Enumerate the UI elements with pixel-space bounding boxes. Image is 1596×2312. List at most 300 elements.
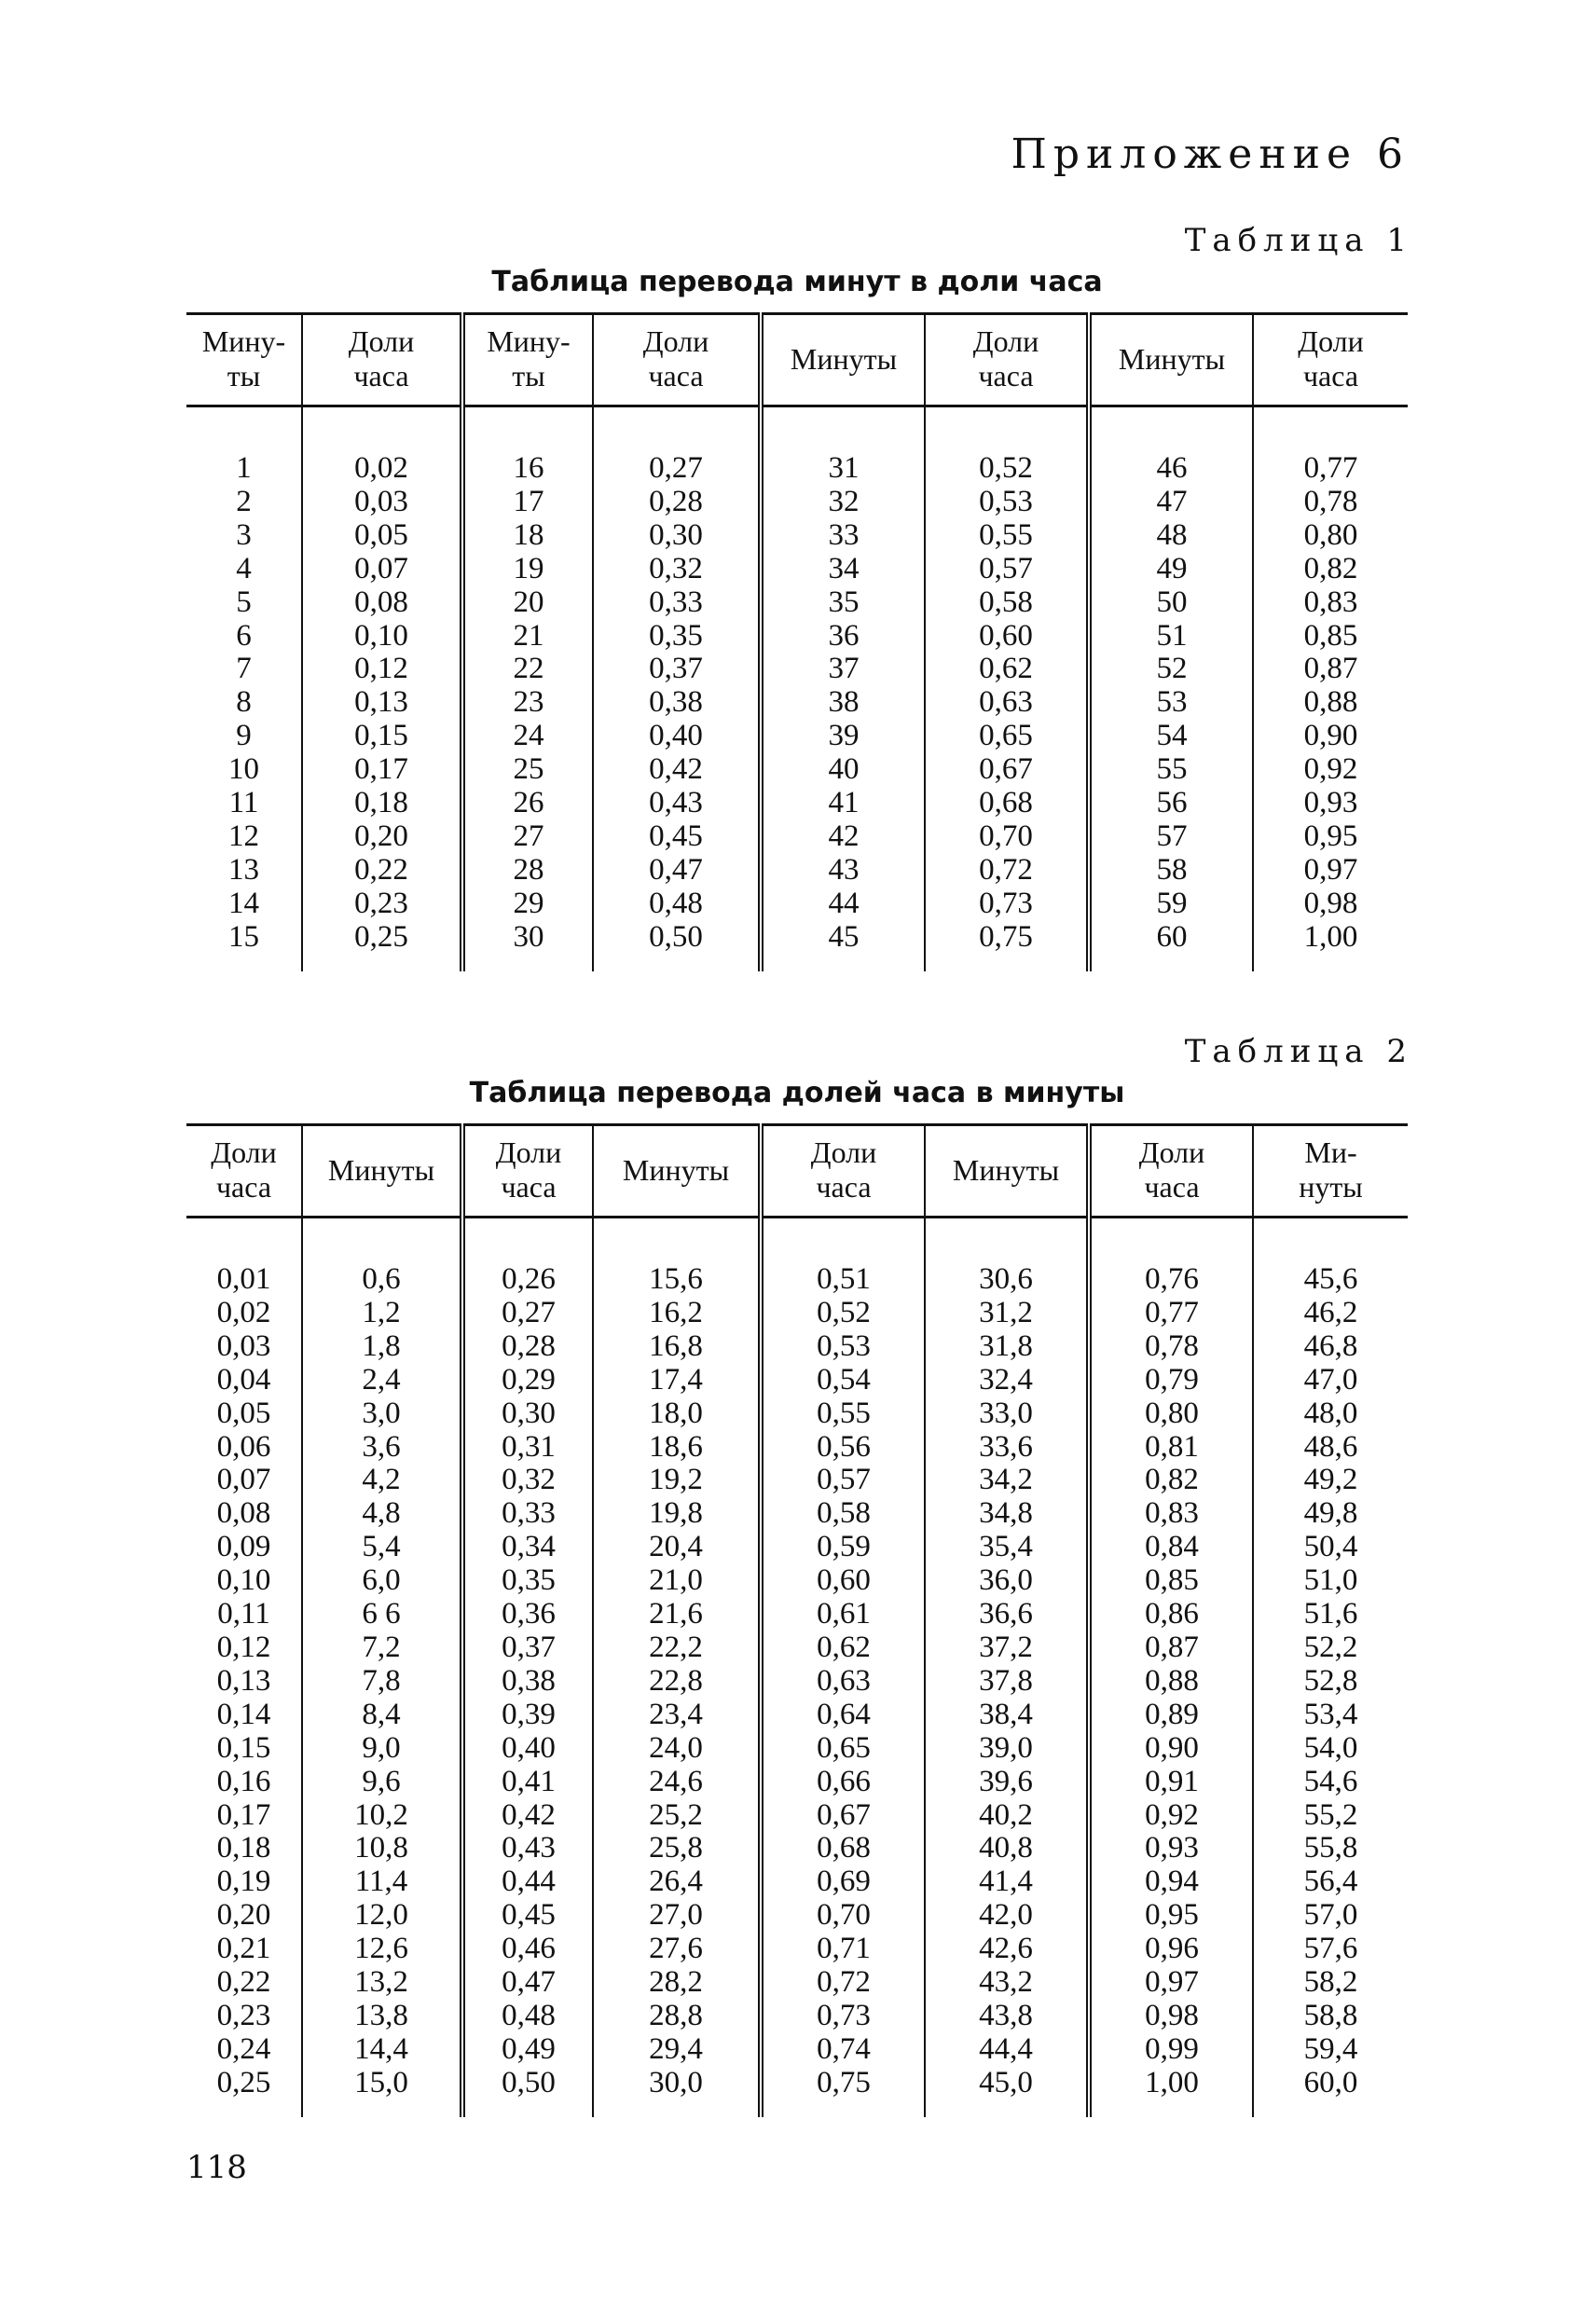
table-cell: 41,4 bbox=[925, 1865, 1089, 1899]
table-row bbox=[186, 1564, 1408, 1598]
table-cell: 0,12 bbox=[186, 1631, 302, 1665]
column-header bbox=[462, 1125, 593, 1218]
table-cell: 0,65 bbox=[925, 720, 1089, 753]
table-cell: 0,57 bbox=[925, 553, 1089, 586]
table-cell: 0,74 bbox=[761, 2033, 925, 2067]
table-cell: 0,97 bbox=[1303, 852, 1358, 887]
table-cell: 0,56 bbox=[761, 1431, 925, 1465]
appendix-title: Приложение 6 bbox=[1011, 131, 1410, 178]
table-cell: 0,23 bbox=[302, 888, 462, 921]
table-cell: 22,2 bbox=[593, 1631, 761, 1665]
spacer-cell bbox=[462, 1218, 593, 1264]
table-cell: 24 bbox=[462, 720, 593, 753]
table-row bbox=[186, 1397, 1408, 1431]
table-cell: 0,27 bbox=[462, 1297, 593, 1330]
table-cell: 0,22 bbox=[186, 1966, 302, 2000]
table-row bbox=[186, 787, 1408, 820]
table-cell: 47 bbox=[1089, 486, 1253, 519]
table-cell: 35 bbox=[761, 586, 925, 620]
spacer-cell bbox=[1089, 1218, 1253, 1264]
table-cell: 0,53 bbox=[761, 1330, 925, 1364]
table-cell: 54,0 bbox=[1303, 1730, 1358, 1765]
column-header-text: Доли bbox=[495, 1135, 562, 1169]
table-cell: 0,73 bbox=[761, 2000, 925, 2033]
spacer-cell bbox=[593, 955, 761, 971]
table-cell: 7,8 bbox=[302, 1665, 462, 1699]
table-cell: 0,60 bbox=[761, 1564, 925, 1598]
table-cell: 0,93 bbox=[1303, 786, 1358, 820]
table-cell: 0,44 bbox=[462, 1865, 593, 1899]
table-cell: 0,13 bbox=[302, 686, 462, 720]
table-cell: 42,6 bbox=[925, 1933, 1089, 1966]
table-cell: 0,77 bbox=[1303, 451, 1358, 485]
table-cell: 57,6 bbox=[1303, 1932, 1358, 1966]
table-cell: 0,58 bbox=[925, 586, 1089, 620]
table-cell: 18,6 bbox=[593, 1431, 761, 1465]
table-cell: 0,63 bbox=[925, 686, 1089, 720]
table-cell: 0,37 bbox=[462, 1631, 593, 1665]
table-row bbox=[186, 1631, 1408, 1665]
table-cell: 0,18 bbox=[186, 1832, 302, 1865]
table-cell: 55 bbox=[1089, 753, 1253, 787]
table-cell: 0,69 bbox=[761, 1865, 925, 1899]
spacer-cell bbox=[1253, 2100, 1408, 2117]
table-row bbox=[186, 1799, 1408, 1833]
table-cell: 5,4 bbox=[302, 1531, 462, 1564]
table-cell: 30,6 bbox=[925, 1263, 1089, 1297]
table-cell: 37 bbox=[761, 653, 925, 686]
table-cell: 34,8 bbox=[925, 1497, 1089, 1531]
table-cell: 33,0 bbox=[925, 1397, 1089, 1431]
table-cell: 0,05 bbox=[302, 519, 462, 553]
table-cell: 0,22 bbox=[302, 854, 462, 888]
minutes-to-hours-table bbox=[186, 312, 1408, 971]
spacer-cell bbox=[302, 1218, 462, 1264]
table-cell: 0,79 bbox=[1089, 1364, 1253, 1397]
table-cell: 0,35 bbox=[462, 1564, 593, 1598]
table-cell: 0,91 bbox=[1089, 1766, 1253, 1799]
table-cell: 0,83 bbox=[1303, 585, 1358, 619]
column-header bbox=[462, 314, 593, 406]
table-cell: 38,4 bbox=[925, 1699, 1089, 1732]
table-cell: 60,0 bbox=[1303, 2065, 1358, 2099]
table-cell: 8 bbox=[186, 686, 302, 720]
table-cell: 33 bbox=[761, 519, 925, 553]
spacer-cell bbox=[186, 955, 302, 971]
column-header-text: Доли bbox=[972, 324, 1039, 358]
table-cell: 0,95 bbox=[1303, 819, 1358, 853]
table-cell: 0,10 bbox=[186, 1564, 302, 1598]
table-cell: 13,8 bbox=[302, 2000, 462, 2033]
column-header-text: Доли bbox=[211, 1135, 277, 1169]
table-row bbox=[186, 1531, 1408, 1564]
table-row bbox=[186, 1330, 1408, 1364]
table-cell: 2,4 bbox=[302, 1364, 462, 1397]
table-row bbox=[186, 1933, 1408, 1966]
table-cell: 59,4 bbox=[1303, 2031, 1358, 2066]
table-cell: 45,0 bbox=[925, 2067, 1089, 2100]
spacer-cell bbox=[1089, 2100, 1253, 2117]
table-cell: 0,87 bbox=[1303, 652, 1358, 686]
spacer-cell bbox=[302, 2100, 462, 2117]
table-cell: 0,21 bbox=[186, 1933, 302, 1966]
table-cell: 0,53 bbox=[925, 486, 1089, 519]
table-cell: 0,83 bbox=[1089, 1497, 1253, 1531]
table-cell: 18,0 bbox=[593, 1397, 761, 1431]
table-cell: 0,78 bbox=[1089, 1330, 1253, 1364]
table-cell: 11 bbox=[186, 787, 302, 820]
table-cell: 0,64 bbox=[761, 1699, 925, 1732]
table-cell: 0,30 bbox=[593, 519, 761, 553]
table-cell: 0,42 bbox=[593, 753, 761, 787]
spacer-cell bbox=[761, 2100, 925, 2117]
table-cell: 17,4 bbox=[593, 1364, 761, 1397]
table-cell: 58,2 bbox=[1303, 1965, 1358, 2000]
spacer-cell bbox=[1253, 406, 1408, 453]
table-cell: 0,33 bbox=[462, 1497, 593, 1531]
table-cell: 0,50 bbox=[462, 2067, 593, 2100]
table-cell: 24,6 bbox=[593, 1766, 761, 1799]
table-cell: 26 bbox=[462, 787, 593, 820]
table-cell: 0,72 bbox=[761, 1966, 925, 2000]
table-cell: 0,52 bbox=[925, 452, 1089, 486]
table-cell: 39,0 bbox=[925, 1732, 1089, 1766]
table-cell: 15,6 bbox=[593, 1263, 761, 1297]
column-header-text: ты bbox=[227, 359, 261, 392]
table-cell: 45 bbox=[761, 921, 925, 955]
table-cell: 15,0 bbox=[302, 2067, 462, 2100]
table-cell: 0,38 bbox=[462, 1665, 593, 1699]
table-row bbox=[186, 854, 1408, 888]
table-cell: 25,2 bbox=[593, 1799, 761, 1833]
spacer-cell bbox=[593, 1218, 761, 1264]
table-cell: 40,2 bbox=[925, 1799, 1089, 1833]
table-cell: 54,6 bbox=[1303, 1764, 1358, 1798]
table-spacer-row bbox=[186, 406, 1408, 453]
table-cell: 25 bbox=[462, 753, 593, 787]
table-cell: 0,98 bbox=[1303, 886, 1358, 920]
table-cell: 0,45 bbox=[593, 820, 761, 854]
table-row bbox=[186, 519, 1408, 553]
table-cell: 7,2 bbox=[302, 1631, 462, 1665]
table-cell: 27 bbox=[462, 820, 593, 854]
table-cell: 20,4 bbox=[593, 1531, 761, 1564]
table-cell: 0,78 bbox=[1303, 484, 1358, 518]
spacer-cell bbox=[1089, 406, 1253, 453]
table-cell: 0,34 bbox=[462, 1531, 593, 1564]
table-cell: 0,02 bbox=[186, 1297, 302, 1330]
table-cell: 53 bbox=[1089, 686, 1253, 720]
table-cell: 0,86 bbox=[1089, 1598, 1253, 1631]
table-cell: 0,32 bbox=[593, 553, 761, 586]
table-cell: 0,92 bbox=[1303, 752, 1358, 787]
table-cell: 0,17 bbox=[186, 1799, 302, 1833]
table-header-row bbox=[186, 1125, 1408, 1218]
column-header bbox=[761, 1125, 925, 1218]
table-cell: 3,0 bbox=[302, 1397, 462, 1431]
table-cell: 31 bbox=[761, 452, 925, 486]
table1-title: Таблица перевода минут в доли часа bbox=[491, 266, 1103, 298]
column-header bbox=[925, 314, 1089, 406]
column-header-text: Мину- bbox=[201, 324, 286, 358]
column-header-text: часа bbox=[501, 1170, 557, 1204]
table-cell: 19,8 bbox=[593, 1497, 761, 1531]
table-cell: 54 bbox=[1089, 720, 1253, 753]
table-cell: 48 bbox=[1089, 519, 1253, 553]
table-cell: 0,72 bbox=[925, 854, 1089, 888]
table-cell: 2 bbox=[186, 486, 302, 519]
table-cell: 0,29 bbox=[462, 1364, 593, 1397]
table-cell: 25,8 bbox=[593, 1832, 761, 1865]
table-cell: 53,4 bbox=[1303, 1697, 1358, 1731]
spacer-cell bbox=[925, 955, 1089, 971]
table-row bbox=[186, 1665, 1408, 1699]
table-cell: 39,6 bbox=[925, 1766, 1089, 1799]
table-cell: 12,0 bbox=[302, 1899, 462, 1933]
table-cell: 51 bbox=[1089, 620, 1253, 654]
table-row bbox=[186, 1832, 1408, 1865]
table-cell: 0,36 bbox=[462, 1598, 593, 1631]
table-cell: 28 bbox=[462, 854, 593, 888]
table-cell: 0,02 bbox=[302, 452, 462, 486]
table-cell: 0,75 bbox=[925, 921, 1089, 955]
table-cell: 0,30 bbox=[462, 1397, 593, 1431]
table-cell: 50 bbox=[1089, 586, 1253, 620]
column-header bbox=[1089, 1125, 1253, 1218]
table-cell: 42,0 bbox=[925, 1899, 1089, 1933]
page-number: 118 bbox=[186, 2149, 247, 2186]
spacer-cell bbox=[462, 955, 593, 971]
table-cell: 1 bbox=[186, 452, 302, 486]
column-header-text: часа bbox=[1302, 359, 1359, 392]
table-cell: 23 bbox=[462, 686, 593, 720]
table-cell: 0,40 bbox=[462, 1732, 593, 1766]
table-cell: 4,8 bbox=[302, 1497, 462, 1531]
spacer-cell bbox=[925, 2100, 1089, 2117]
table-cell: 0,46 bbox=[462, 1933, 593, 1966]
table-cell: 55,8 bbox=[1303, 1831, 1358, 1865]
table-cell: 51,0 bbox=[1303, 1563, 1358, 1598]
column-header-text: часа bbox=[978, 359, 1034, 392]
table-cell: 52,2 bbox=[1303, 1630, 1358, 1664]
table-cell: 0,88 bbox=[1303, 685, 1358, 720]
table-cell: 0,06 bbox=[186, 1431, 302, 1465]
table-cell: 0,96 bbox=[1089, 1933, 1253, 1966]
table-cell: 0,08 bbox=[302, 586, 462, 620]
table-row bbox=[186, 1966, 1408, 2000]
column-header bbox=[302, 1125, 462, 1218]
table-row bbox=[186, 753, 1408, 787]
table-cell: 0,50 bbox=[593, 921, 761, 955]
column-header-text: Минуты bbox=[622, 1152, 730, 1187]
table-cell: 0,67 bbox=[761, 1799, 925, 1833]
table-cell: 48,0 bbox=[1303, 1396, 1358, 1430]
hours-to-minutes-table bbox=[186, 1123, 1408, 2117]
table-cell: 6,0 bbox=[302, 1564, 462, 1598]
table-cell: 30 bbox=[462, 921, 593, 955]
table-cell: 41 bbox=[761, 787, 925, 820]
table-cell: 0,82 bbox=[1303, 551, 1358, 585]
table-cell: 4,2 bbox=[302, 1464, 462, 1497]
table-row bbox=[186, 1263, 1408, 1297]
table-cell: 29,4 bbox=[593, 2033, 761, 2067]
table-header-row bbox=[186, 314, 1408, 406]
table-cell: 32,4 bbox=[925, 1364, 1089, 1397]
table-row bbox=[186, 1297, 1408, 1330]
spacer-cell bbox=[593, 406, 761, 453]
table-cell: 0,08 bbox=[186, 1497, 302, 1531]
table-cell: 0,25 bbox=[302, 921, 462, 955]
table-cell: 33,6 bbox=[925, 1431, 1089, 1465]
table-cell: 0,62 bbox=[761, 1631, 925, 1665]
table-cell: 0,31 bbox=[462, 1431, 593, 1465]
table-cell: 0,6 bbox=[302, 1263, 462, 1297]
table-cell: 0,49 bbox=[462, 2033, 593, 2067]
table-cell: 5 bbox=[186, 586, 302, 620]
table-cell: 0,59 bbox=[761, 1531, 925, 1564]
table-cell: 16 bbox=[462, 452, 593, 486]
column-header-text: Доли bbox=[810, 1135, 877, 1169]
spacer-cell bbox=[462, 406, 593, 453]
table-cell: 28,2 bbox=[593, 1966, 761, 2000]
spacer-cell bbox=[761, 955, 925, 971]
table-row bbox=[186, 1699, 1408, 1732]
table-cell: 7 bbox=[186, 653, 302, 686]
table-cell: 0,84 bbox=[1089, 1531, 1253, 1564]
column-header bbox=[186, 314, 302, 406]
table-cell: 0,48 bbox=[462, 2000, 593, 2033]
table-cell: 0,26 bbox=[462, 1263, 593, 1297]
column-header-text: Доли bbox=[1138, 1135, 1205, 1169]
table-cell: 43,2 bbox=[925, 1966, 1089, 2000]
table-cell: 0,25 bbox=[186, 2067, 302, 2100]
table-cell: 13,2 bbox=[302, 1966, 462, 2000]
table-cell: 0,54 bbox=[761, 1364, 925, 1397]
column-header-text: нуты bbox=[1299, 1170, 1363, 1204]
table-cell: 0,43 bbox=[462, 1832, 593, 1865]
table-cell: 21,6 bbox=[593, 1598, 761, 1631]
table-cell: 0,97 bbox=[1089, 1966, 1253, 2000]
column-header-text: часа bbox=[215, 1170, 272, 1204]
table-cell: 20 bbox=[462, 586, 593, 620]
table-cell: 0,89 bbox=[1089, 1699, 1253, 1732]
table-cell: 6 bbox=[186, 620, 302, 654]
spacer-cell bbox=[1089, 955, 1253, 971]
table-cell: 50,4 bbox=[1303, 1530, 1358, 1564]
column-header bbox=[1253, 314, 1408, 406]
table-cell: 52,8 bbox=[1303, 1663, 1358, 1698]
table-cell: 48,6 bbox=[1303, 1429, 1358, 1464]
table-cell: 0,76 bbox=[1089, 1263, 1253, 1297]
table-cell: 23,4 bbox=[593, 1699, 761, 1732]
spacer-cell bbox=[593, 2100, 761, 2117]
table-cell: 0,04 bbox=[186, 1364, 302, 1397]
table-cell: 0,47 bbox=[462, 1966, 593, 2000]
table-cell: 24,0 bbox=[593, 1732, 761, 1766]
column-header-text: часа bbox=[816, 1170, 872, 1204]
column-header-text: Минуты bbox=[952, 1152, 1060, 1187]
table-cell: 0,13 bbox=[186, 1665, 302, 1699]
table-cell: 40,8 bbox=[925, 1832, 1089, 1865]
table-cell: 0,68 bbox=[761, 1832, 925, 1865]
table-cell: 0,60 bbox=[925, 620, 1089, 654]
table-cell: 57 bbox=[1089, 820, 1253, 854]
table-cell: 10 bbox=[186, 753, 302, 787]
table-cell: 3 bbox=[186, 519, 302, 553]
table-row bbox=[186, 620, 1408, 654]
table-cell: 0,94 bbox=[1089, 1865, 1253, 1899]
column-header-text: Минуты bbox=[790, 341, 898, 376]
table-cell: 0,37 bbox=[593, 653, 761, 686]
column-header bbox=[1089, 314, 1253, 406]
table-spacer-row bbox=[186, 955, 1408, 971]
table-cell: 0,48 bbox=[593, 888, 761, 921]
table-cell: 49,2 bbox=[1303, 1463, 1358, 1497]
table-cell: 0,57 bbox=[761, 1464, 925, 1497]
table-cell: 0,68 bbox=[925, 787, 1089, 820]
table-cell: 9,0 bbox=[302, 1732, 462, 1766]
table-cell: 59 bbox=[1089, 888, 1253, 921]
table-cell: 55,2 bbox=[1303, 1797, 1358, 1832]
spacer-cell bbox=[462, 2100, 593, 2117]
table-cell: 0,15 bbox=[186, 1732, 302, 1766]
table-cell: 0,65 bbox=[761, 1732, 925, 1766]
table-row bbox=[186, 888, 1408, 921]
table-cell: 0,95 bbox=[1089, 1899, 1253, 1933]
table-cell: 46,8 bbox=[1303, 1328, 1358, 1363]
table-cell: 0,55 bbox=[925, 519, 1089, 553]
column-header bbox=[186, 1125, 302, 1218]
table-cell: 51,6 bbox=[1303, 1597, 1358, 1631]
table-cell: 38 bbox=[761, 686, 925, 720]
table-cell: 3,6 bbox=[302, 1431, 462, 1465]
table-cell: 0,35 bbox=[593, 620, 761, 654]
table-row bbox=[186, 2067, 1408, 2100]
table-cell: 1,8 bbox=[302, 1330, 462, 1364]
table-cell: 36,6 bbox=[925, 1598, 1089, 1631]
table-cell: 37,8 bbox=[925, 1665, 1089, 1699]
table-cell: 0,81 bbox=[1089, 1431, 1253, 1465]
table-cell: 0,70 bbox=[925, 820, 1089, 854]
table-cell: 0,92 bbox=[1089, 1799, 1253, 1833]
table-cell: 0,75 bbox=[761, 2067, 925, 2100]
table-cell: 0,99 bbox=[1089, 2033, 1253, 2067]
table-cell: 11,4 bbox=[302, 1865, 462, 1899]
table-row bbox=[186, 486, 1408, 519]
table-cell: 58 bbox=[1089, 854, 1253, 888]
table-cell: 0,01 bbox=[186, 1263, 302, 1297]
table-cell: 14,4 bbox=[302, 2033, 462, 2067]
column-header-text: часа bbox=[1144, 1170, 1200, 1204]
spacer-cell bbox=[186, 1218, 302, 1264]
table-row bbox=[186, 921, 1408, 955]
table-row bbox=[186, 1364, 1408, 1397]
table-row bbox=[186, 1899, 1408, 1933]
table-cell: 30,0 bbox=[593, 2067, 761, 2100]
table-cell: 40 bbox=[761, 753, 925, 787]
table-cell: 1,2 bbox=[302, 1297, 462, 1330]
table-cell: 0,18 bbox=[302, 787, 462, 820]
table-cell: 0,27 bbox=[593, 452, 761, 486]
table-cell: 0,28 bbox=[593, 486, 761, 519]
table-cell: 0,32 bbox=[462, 1464, 593, 1497]
table-cell: 21 bbox=[462, 620, 593, 654]
table-cell: 57,0 bbox=[1303, 1898, 1358, 1933]
table-cell: 15 bbox=[186, 921, 302, 955]
table-cell: 13 bbox=[186, 854, 302, 888]
column-header bbox=[593, 314, 761, 406]
table-cell: 0,80 bbox=[1303, 517, 1358, 552]
